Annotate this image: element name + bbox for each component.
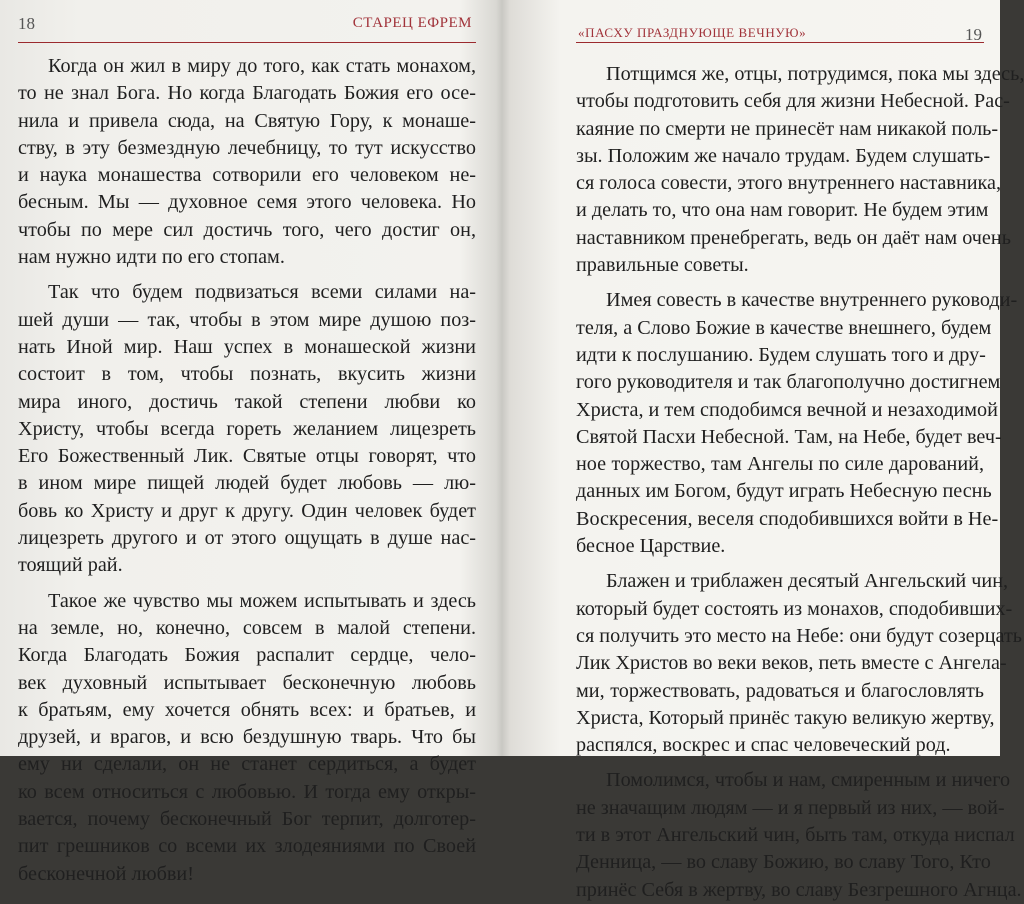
text-line: чтобы по мере сил достичь того, чего достиг он,	[18, 218, 476, 241]
text-line: каяние по смерти не принесёт нам никакой поль-	[576, 117, 999, 140]
text-line: Христа, и тем сподобимся вечной и незаходимой	[576, 398, 998, 421]
text-line: на земле, но, конечно, совсем в малой степени.	[18, 616, 476, 639]
text-line: Имея совесть в качестве внутреннего руководи-	[606, 289, 1018, 312]
text-line: чтобы подготовить себя для жизни Небесной. Рас-	[576, 90, 1010, 113]
text-line: к братьям, ему хочется обнять всех: и братьев, и	[18, 698, 476, 721]
text-line: мира иного, достичь такой степени любви ко	[18, 390, 476, 413]
left-page	[0, 0, 500, 885]
text-line: в ином мире пищей людей будет любовь — лю-	[18, 472, 476, 495]
right-running-title: «ПАСХУ ПРАЗДНУЮЩЕ ВЕЧНУЮ»	[578, 25, 807, 40]
text-line: нать Иной мир. Наш успех в монашеской жизни	[18, 335, 476, 358]
text-line: Блажен и триблажен десятый Ангельский чин,	[606, 570, 1009, 593]
text-line: гого руководителя и так благополучно достигнем	[576, 371, 1001, 394]
text-line: идти к послушанию. Будем слушать того и дру-	[576, 343, 986, 366]
text-line: зы. Положим же начало трудам. Будем слушать-	[576, 144, 991, 167]
text-line: ся голоса совести, этого внутреннего наставника,	[576, 172, 1002, 195]
text-line: ко всем относиться с любовью. И тогда ему откры-	[18, 780, 476, 803]
right-page	[508, 0, 1024, 901]
right-page-text	[576, 61, 1024, 904]
text-line: Христа, Который принёс такую великую жертву,	[576, 706, 995, 729]
text-line: и делать то, что она нам говорит. Не будем этим	[576, 199, 989, 222]
text-line: тоящий рай.	[18, 554, 123, 577]
text-line: нила и привела сюда, на Святую Гору, к монаше-	[18, 109, 476, 132]
text-line: принёс Себя в жертву, во славу Безгрешного Агнца.	[576, 878, 1022, 901]
text-line: ству, в эту безмездную лечебницу, то тут искусство	[18, 136, 476, 159]
text-line: Помолимся, чтобы и нам, смиренным и ничего	[606, 769, 1011, 792]
text-line: Когда он жил в миру до того, как стать монахом,	[48, 55, 476, 77]
text-line: не значащим людям — и я первый из них, — вой-	[576, 796, 1005, 819]
text-line: бовь ко Христу и друг к другу. Один человек будет	[18, 499, 476, 522]
text-line: Его Божественный Лик. Святые отцы говорят, что	[18, 445, 476, 468]
text-line: распялся, воскрес и спас человеческий род.	[576, 734, 951, 757]
text-line: пит грешников со всеми их злодеяниями по Своей	[18, 835, 476, 858]
text-line: ми, торжествовать, радоваться и благословлять	[576, 679, 984, 702]
text-line: Так что будем подвизаться всеми силами на-	[48, 281, 476, 304]
text-line: правильные советы.	[576, 254, 749, 277]
text-line: друзей, и врагов, и всю бездушную тварь. Что бы	[18, 726, 476, 749]
text-line: состоит в том, чтобы познать, вкусить жизни	[18, 363, 476, 386]
left-running-head	[18, 10, 476, 43]
text-line: нам нужно идти по его стопам.	[18, 246, 285, 269]
text-line: который будет состоять из монахов, сподобивших-	[576, 597, 1013, 620]
text-line: ное торжество, там Ангелы по силе дарований,	[576, 453, 984, 476]
right-page-number: 19	[965, 25, 982, 44]
text-line: теля, а Слово Божие в качестве внешнего, будем	[576, 316, 992, 339]
text-line: бесным. Мы — духовное семя этого человека. Но	[18, 191, 476, 214]
text-line: данных им Богом, будут играть Небесную песнь	[576, 480, 992, 503]
text-line: и наука монашества сотворили его человеком не-	[18, 164, 476, 187]
text-line: то не знал Бога. Но когда Благодать Божия его осе-	[18, 82, 476, 105]
text-line: Потщимся же, отцы, потрудимся, пока мы здесь,	[606, 63, 1024, 85]
text-line: наставником пренебрегать, ведь он даёт нам очень	[576, 226, 1011, 249]
text-line: ему ни сделали, он не станет сердиться, а будет	[18, 753, 476, 776]
text-line: век духовный испытывает бесконечную любовь	[18, 671, 476, 694]
text-line: Денница, — во славу Божию, во славу Того, Кто	[576, 851, 991, 874]
text-line: вается, почему бесконечный Бог терпит, долготер-	[18, 808, 476, 831]
text-line: Когда Благодать Божия распалит сердце, чело-	[18, 644, 476, 667]
text-line: ся получить это место на Небе: они будут созерцать	[576, 624, 1023, 647]
text-line: Святой Пасхи Небесной. Там, на Небе, будет веч-	[576, 425, 1002, 448]
text-line: шей души — так, чтобы в этом мире душою поз-	[18, 308, 476, 331]
text-line: Такое же чувство мы можем испытывать и здесь	[48, 589, 476, 612]
text-line: Христу, чтобы всегда гореть желанием лицезреть	[18, 417, 476, 440]
text-line: бесное Царствие.	[576, 535, 726, 558]
text-line: ти в этот Ангельский чин, быть там, откуда ниспал	[576, 824, 1015, 847]
text-line: лицезреть другого и от этого ощущать в душе нас-	[18, 527, 476, 550]
left-page-text	[18, 53, 476, 888]
text-line: Лик Христов во веки веков, петь вместе с Ангела-	[576, 652, 1007, 675]
text-line: Воскресения, веселя сподобившихся войти в Не-	[576, 507, 999, 530]
text-line: бесконечной любви!	[18, 862, 194, 885]
right-running-head	[576, 10, 984, 43]
left-running-title: СТАРЕЦ ЕФРЕМ	[352, 15, 472, 31]
left-page-number: 18	[18, 14, 35, 33]
